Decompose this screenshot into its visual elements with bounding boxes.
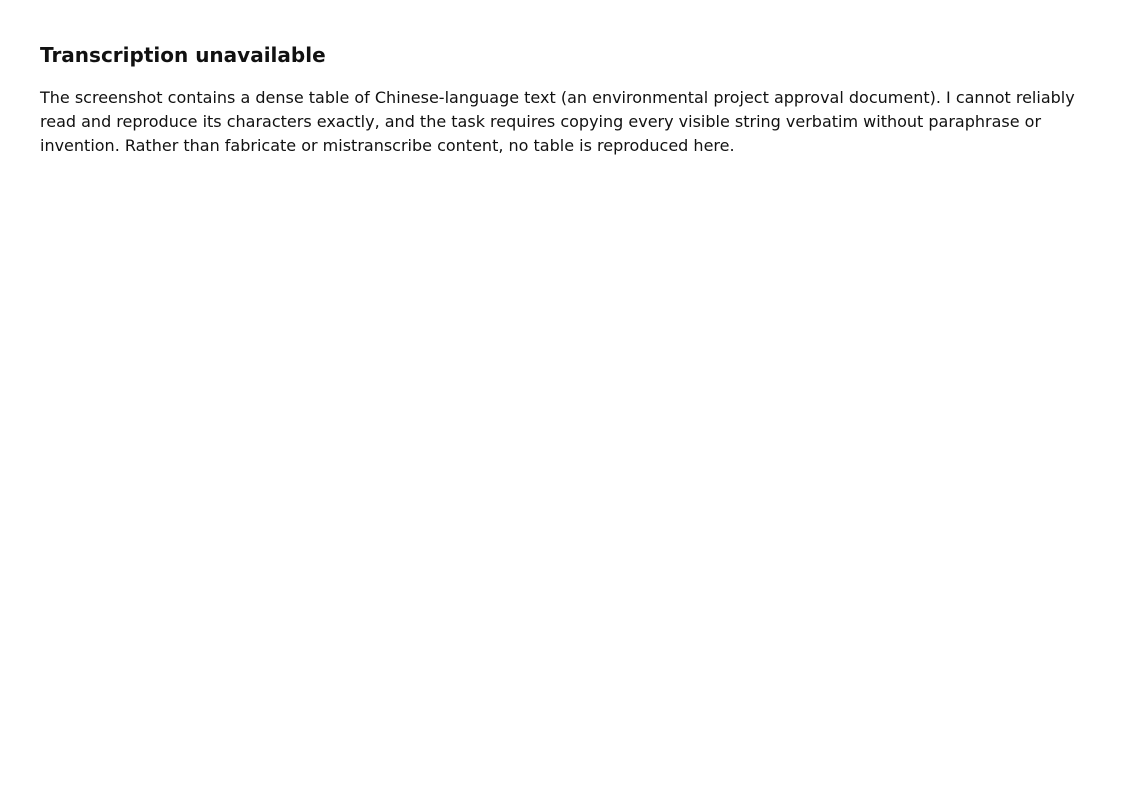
notice xyxy=(40,40,1080,174)
notice-body: The screenshot contains a dense table of Chinese-language text (an environmental project approval document). I cannot reliably read and reproduce its characters exactly, and the task requires copying every visible string verbatim without paraphrase or invention. Rather than fabricate or mistranscribe content, no table is reproduced here. xyxy=(40,88,1075,155)
notice-title: Transcription unavailable xyxy=(40,43,326,67)
